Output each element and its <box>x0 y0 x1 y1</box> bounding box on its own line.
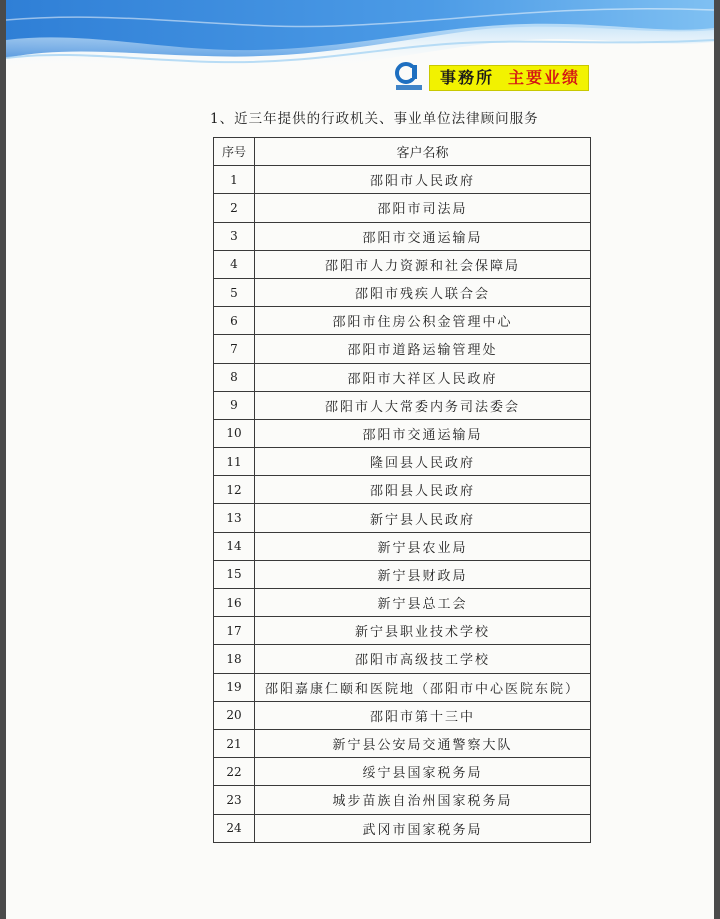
header-index: 序号 <box>214 138 255 166</box>
row-client-name: 邵阳市人民政府 <box>255 166 591 194</box>
table-row <box>214 645 591 673</box>
row-client-name: 邵阳市大祥区人民政府 <box>255 363 591 391</box>
row-index: 10 <box>214 419 255 447</box>
row-client-name: 隆回县人民政府 <box>255 448 591 476</box>
header-client-name: 客户名称 <box>255 138 591 166</box>
label-achievements: 主要业绩 <box>502 66 588 90</box>
row-client-name: 新宁县人民政府 <box>255 504 591 532</box>
row-index: 14 <box>214 532 255 560</box>
table-row <box>214 786 591 814</box>
table-row <box>214 448 591 476</box>
row-client-name: 邵阳市人大常委内务司法委会 <box>255 391 591 419</box>
table-row <box>214 560 591 588</box>
document-page <box>6 0 714 919</box>
row-index: 2 <box>214 194 255 222</box>
table-row <box>214 701 591 729</box>
row-index: 17 <box>214 617 255 645</box>
row-index: 21 <box>214 729 255 757</box>
table-row <box>214 391 591 419</box>
section-label <box>430 66 588 90</box>
client-table <box>213 137 591 843</box>
table-row <box>214 307 591 335</box>
row-client-name: 邵阳市人力资源和社会保障局 <box>255 250 591 278</box>
row-index: 22 <box>214 758 255 786</box>
row-client-name: 邵阳市残疾人联合会 <box>255 278 591 306</box>
label-firm: 事務所 <box>430 66 502 90</box>
row-client-name: 邵阳县人民政府 <box>255 476 591 504</box>
row-index: 3 <box>214 222 255 250</box>
table-row <box>214 419 591 447</box>
table-row <box>214 758 591 786</box>
table-row <box>214 335 591 363</box>
row-index: 24 <box>214 814 255 842</box>
row-client-name: 邵阳市司法局 <box>255 194 591 222</box>
row-client-name: 新宁县总工会 <box>255 589 591 617</box>
row-client-name: 城步苗族自治州国家税务局 <box>255 786 591 814</box>
row-client-name: 邵阳市高级技工学校 <box>255 645 591 673</box>
row-index: 1 <box>214 166 255 194</box>
table-row <box>214 222 591 250</box>
row-index: 16 <box>214 589 255 617</box>
row-client-name: 新宁县财政局 <box>255 560 591 588</box>
table-row <box>214 532 591 560</box>
row-index: 19 <box>214 673 255 701</box>
table-row <box>214 814 591 842</box>
table-row <box>214 166 591 194</box>
table-row <box>214 673 591 701</box>
table-row <box>214 194 591 222</box>
row-client-name: 新宁县公安局交通警察大队 <box>255 729 591 757</box>
row-client-name: 新宁县职业技术学校 <box>255 617 591 645</box>
table-row <box>214 250 591 278</box>
row-index: 9 <box>214 391 255 419</box>
header-banner <box>6 0 714 95</box>
row-client-name: 邵阳市第十三中 <box>255 701 591 729</box>
table-row <box>214 504 591 532</box>
wave-decoration <box>6 0 714 95</box>
row-client-name: 新宁县农业局 <box>255 532 591 560</box>
section-title: 1、近三年提供的行政机关、事业单位法律顾问服务 <box>210 111 539 127</box>
table-header-row <box>214 138 591 166</box>
row-index: 18 <box>214 645 255 673</box>
row-client-name: 邵阳市交通运输局 <box>255 222 591 250</box>
table-row <box>214 589 591 617</box>
row-index: 11 <box>214 448 255 476</box>
row-index: 8 <box>214 363 255 391</box>
table-row <box>214 476 591 504</box>
row-client-name: 邵阳市道路运输管理处 <box>255 335 591 363</box>
row-client-name: 绥宁县国家税务局 <box>255 758 591 786</box>
row-index: 7 <box>214 335 255 363</box>
row-client-name: 邵阳市交通运输局 <box>255 419 591 447</box>
row-client-name: 邵阳市住房公积金管理中心 <box>255 307 591 335</box>
row-client-name: 邵阳嘉康仁颐和医院地（邵阳市中心医院东院） <box>255 673 591 701</box>
row-index: 23 <box>214 786 255 814</box>
row-index: 4 <box>214 250 255 278</box>
table-row <box>214 278 591 306</box>
row-index: 6 <box>214 307 255 335</box>
row-index: 5 <box>214 278 255 306</box>
table-row <box>214 617 591 645</box>
table-row <box>214 363 591 391</box>
row-index: 20 <box>214 701 255 729</box>
row-index: 12 <box>214 476 255 504</box>
table-row <box>214 729 591 757</box>
firm-logo <box>394 62 426 92</box>
row-index: 15 <box>214 560 255 588</box>
row-client-name: 武冈市国家税务局 <box>255 814 591 842</box>
row-index: 13 <box>214 504 255 532</box>
